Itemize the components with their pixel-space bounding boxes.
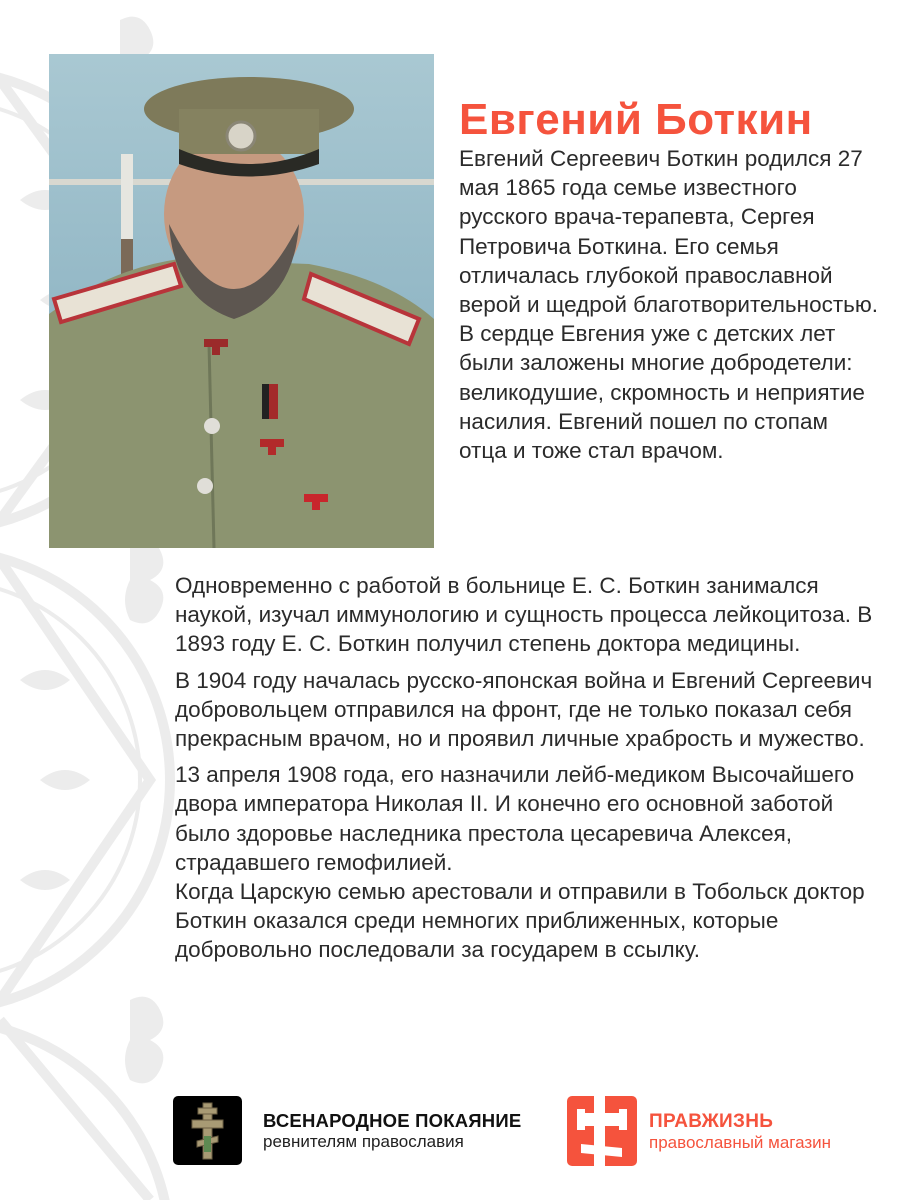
article-title: Евгений Боткин bbox=[459, 95, 813, 145]
orthodox-cross-icon bbox=[173, 1096, 242, 1165]
body-paragraph: 13 апреля 1908 года, его назначили лейб-медиком Высочайшего двора императора Николая II. И конечно его основной заботой было здоровье наследника престола цесаревича Алексея, страдавшего гемофилией. Когда Царскую семью арестовали и отправили в Тобольск доктор Боткин оказался среди немногих приближенных, которые добровольно последовали за государем в ссылку. bbox=[175, 762, 865, 963]
orthodox-cross-icon bbox=[567, 1096, 637, 1166]
body-paragraph: Одновременно с работой в больнице Е. С. Боткин занимался наукой, изучал иммунологию и сущность процесса лейкоцитоза. В 1893 году Е. С. Боткин получил степень доктора медицины. bbox=[175, 573, 873, 657]
pravzhizn-logo[interactable] bbox=[567, 1096, 831, 1166]
vsenarodnoe-pokayanie-logo[interactable] bbox=[173, 1096, 521, 1165]
intro-paragraph: Евгений Сергеевич Боткин родился 27 мая 1865 года семье известного русского врача-терапевта, Сергея Петровича Боткина. Его семья отличалась глубокой православной верой и щедрой благотворительностью. В сердце Евгения уже с детских лет были заложены многие добродетели: великодушие, скромность и неприятие насилия. Евгений пошел по стопам отца и тоже стал врачом. bbox=[459, 146, 878, 464]
article-body bbox=[175, 571, 875, 972]
logo-left-tagline: ревнителям православия bbox=[263, 1131, 464, 1151]
body-paragraph: В 1904 году началась русско-японская война и Евгений Сергеевич добровольцем отправился на фронт, где не только показал себя прекрасным врачом, но и проявил личные храбрость и мужество. bbox=[175, 667, 873, 752]
logo-right-name: ПРАВЖИЗНЬ bbox=[649, 1110, 774, 1132]
logo-right-tagline: православный магазин bbox=[649, 1132, 832, 1152]
logo-left-name: ВСЕНАРОДНОЕ ПОКАЯНИЕ bbox=[263, 1109, 522, 1131]
portrait-photo bbox=[49, 54, 434, 548]
